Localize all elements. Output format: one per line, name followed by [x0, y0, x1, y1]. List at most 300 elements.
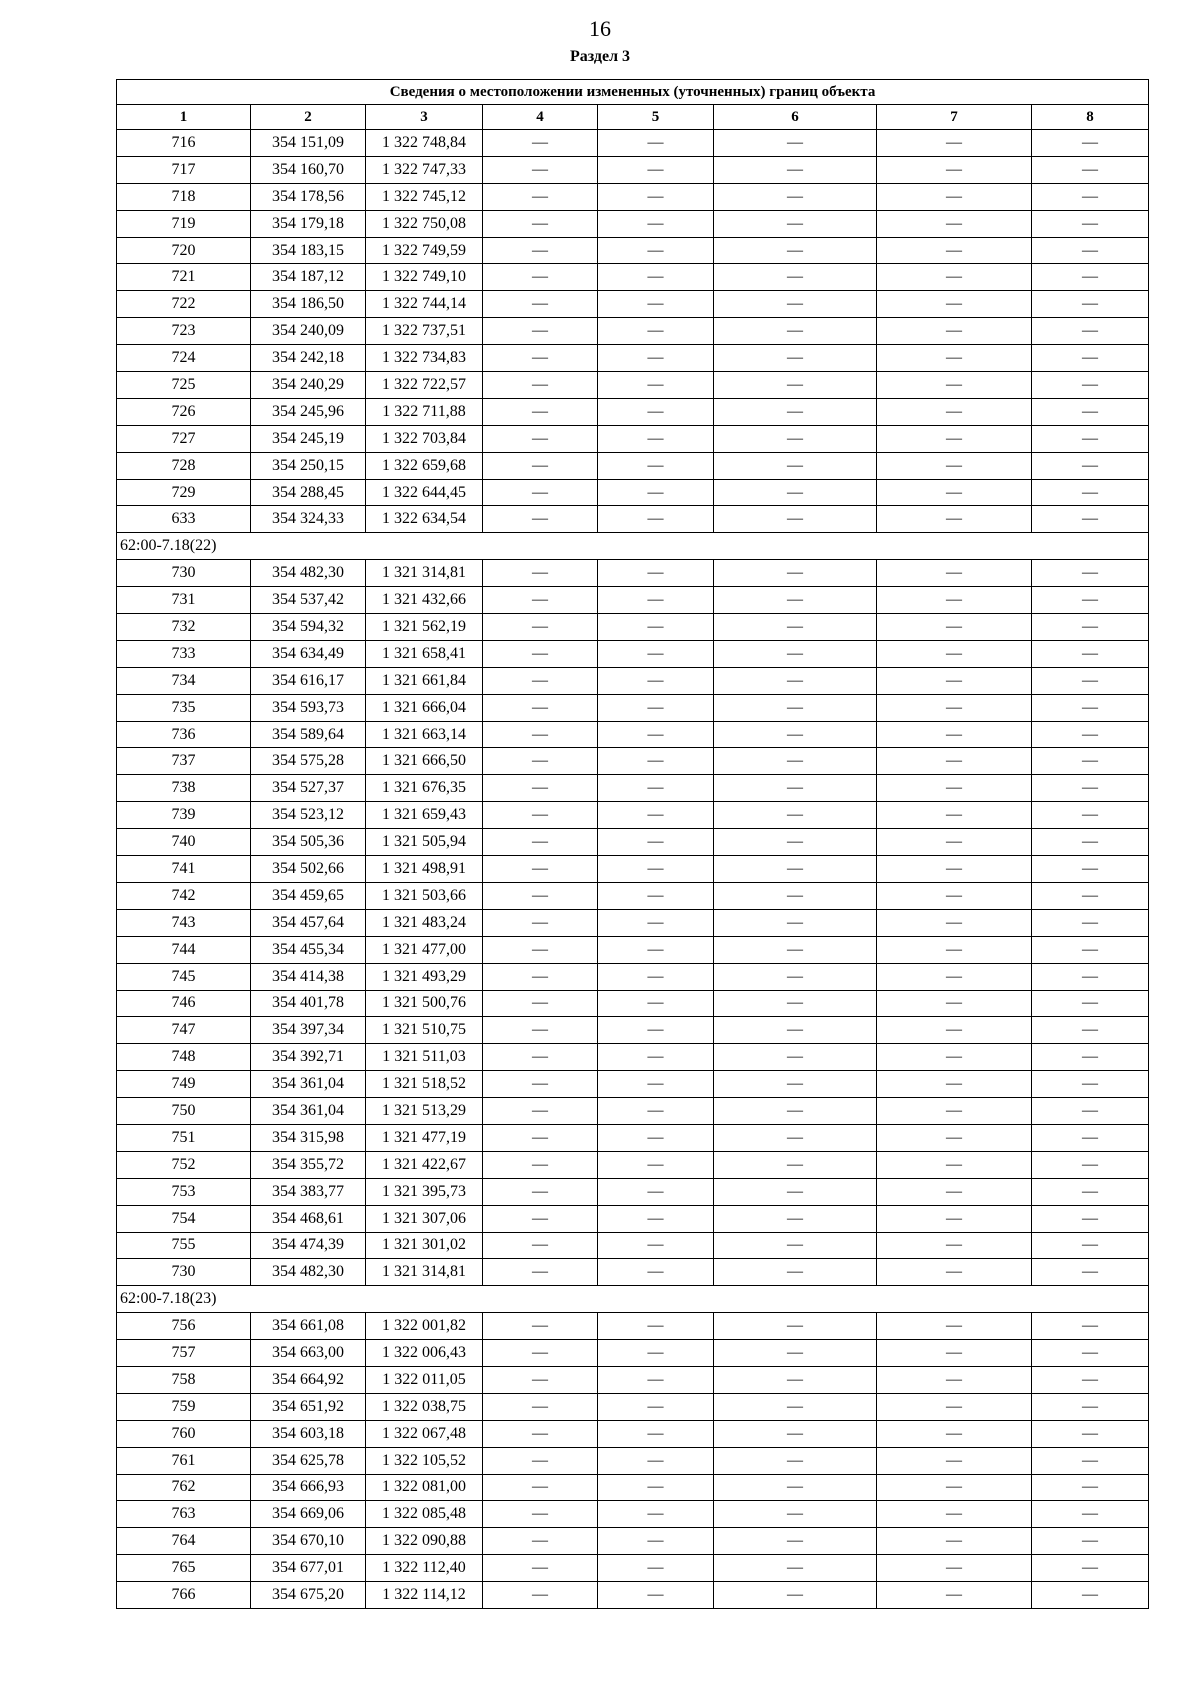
point-number-cell: 743	[117, 909, 251, 936]
point-number-cell: 721	[117, 264, 251, 291]
empty-value-cell: —	[483, 1528, 598, 1555]
point-number-cell: 719	[117, 210, 251, 237]
x-coordinate-cell: 354 677,01	[251, 1555, 366, 1582]
group-header-row	[117, 533, 1149, 560]
empty-value-cell: —	[714, 990, 877, 1017]
point-number-cell: 761	[117, 1447, 251, 1474]
empty-value-cell: —	[877, 479, 1032, 506]
empty-value-cell: —	[598, 1447, 714, 1474]
empty-value-cell: —	[1032, 506, 1149, 533]
empty-value-cell: —	[1032, 318, 1149, 345]
y-coordinate-cell: 1 321 314,81	[366, 1259, 483, 1286]
x-coordinate-cell: 354 651,92	[251, 1393, 366, 1420]
y-coordinate-cell: 1 321 666,04	[366, 694, 483, 721]
x-coordinate-cell: 354 240,29	[251, 372, 366, 399]
empty-value-cell: —	[714, 1447, 877, 1474]
empty-value-cell: —	[598, 506, 714, 533]
empty-value-cell: —	[483, 748, 598, 775]
empty-value-cell: —	[877, 452, 1032, 479]
empty-value-cell: —	[714, 1340, 877, 1367]
empty-value-cell: —	[714, 291, 877, 318]
empty-value-cell: —	[598, 1393, 714, 1420]
point-number-cell: 736	[117, 721, 251, 748]
table-row	[117, 1555, 1149, 1582]
point-number-cell: 758	[117, 1366, 251, 1393]
point-number-cell: 747	[117, 1017, 251, 1044]
empty-value-cell: —	[714, 318, 877, 345]
y-coordinate-cell: 1 321 493,29	[366, 963, 483, 990]
empty-value-cell: —	[1032, 398, 1149, 425]
empty-value-cell: —	[598, 882, 714, 909]
empty-value-cell: —	[1032, 1340, 1149, 1367]
empty-value-cell: —	[714, 1420, 877, 1447]
empty-value-cell: —	[877, 291, 1032, 318]
empty-value-cell: —	[483, 237, 598, 264]
empty-value-cell: —	[1032, 479, 1149, 506]
empty-value-cell: —	[483, 452, 598, 479]
empty-value-cell: —	[483, 587, 598, 614]
empty-value-cell: —	[1032, 372, 1149, 399]
empty-value-cell: —	[483, 1340, 598, 1367]
empty-value-cell: —	[714, 667, 877, 694]
empty-value-cell: —	[598, 1098, 714, 1125]
empty-value-cell: —	[1032, 721, 1149, 748]
x-coordinate-cell: 354 502,66	[251, 856, 366, 883]
empty-value-cell: —	[1032, 614, 1149, 641]
empty-value-cell: —	[877, 667, 1032, 694]
empty-value-cell: —	[1032, 1474, 1149, 1501]
x-coordinate-cell: 354 593,73	[251, 694, 366, 721]
empty-value-cell: —	[1032, 1528, 1149, 1555]
y-coordinate-cell: 1 322 703,84	[366, 425, 483, 452]
group-header-row	[117, 1286, 1149, 1313]
empty-value-cell: —	[598, 587, 714, 614]
empty-value-cell: —	[483, 1178, 598, 1205]
y-coordinate-cell: 1 321 477,19	[366, 1124, 483, 1151]
point-number-cell: 753	[117, 1178, 251, 1205]
empty-value-cell: —	[1032, 990, 1149, 1017]
empty-value-cell: —	[877, 587, 1032, 614]
empty-value-cell: —	[714, 479, 877, 506]
table-row	[117, 721, 1149, 748]
empty-value-cell: —	[598, 909, 714, 936]
empty-value-cell: —	[877, 936, 1032, 963]
x-coordinate-cell: 354 603,18	[251, 1420, 366, 1447]
empty-value-cell: —	[877, 1044, 1032, 1071]
point-number-cell: 764	[117, 1528, 251, 1555]
y-coordinate-cell: 1 322 006,43	[366, 1340, 483, 1367]
table-row	[117, 1259, 1149, 1286]
empty-value-cell: —	[877, 1232, 1032, 1259]
y-coordinate-cell: 1 322 744,14	[366, 291, 483, 318]
empty-value-cell: —	[598, 856, 714, 883]
x-coordinate-cell: 354 666,93	[251, 1474, 366, 1501]
empty-value-cell: —	[714, 130, 877, 157]
point-number-cell: 731	[117, 587, 251, 614]
empty-value-cell: —	[714, 963, 877, 990]
point-number-cell: 729	[117, 479, 251, 506]
empty-value-cell: —	[714, 1501, 877, 1528]
y-coordinate-cell: 1 321 483,24	[366, 909, 483, 936]
empty-value-cell: —	[1032, 237, 1149, 264]
x-coordinate-cell: 354 625,78	[251, 1447, 366, 1474]
empty-value-cell: —	[483, 264, 598, 291]
table-row	[117, 237, 1149, 264]
empty-value-cell: —	[483, 291, 598, 318]
empty-value-cell: —	[598, 425, 714, 452]
empty-value-cell: —	[877, 1474, 1032, 1501]
table-row	[117, 291, 1149, 318]
empty-value-cell: —	[714, 452, 877, 479]
empty-value-cell: —	[1032, 1232, 1149, 1259]
table-row	[117, 748, 1149, 775]
empty-value-cell: —	[714, 1151, 877, 1178]
y-coordinate-cell: 1 322 737,51	[366, 318, 483, 345]
empty-value-cell: —	[877, 1447, 1032, 1474]
empty-value-cell: —	[483, 1124, 598, 1151]
empty-value-cell: —	[598, 694, 714, 721]
x-coordinate-cell: 354 245,19	[251, 425, 366, 452]
empty-value-cell: —	[598, 1017, 714, 1044]
y-coordinate-cell: 1 322 067,48	[366, 1420, 483, 1447]
empty-value-cell: —	[1032, 1178, 1149, 1205]
empty-value-cell: —	[1032, 694, 1149, 721]
point-number-cell: 749	[117, 1071, 251, 1098]
empty-value-cell: —	[877, 1098, 1032, 1125]
y-coordinate-cell: 1 321 676,35	[366, 775, 483, 802]
empty-value-cell: —	[877, 1124, 1032, 1151]
y-coordinate-cell: 1 321 510,75	[366, 1017, 483, 1044]
y-coordinate-cell: 1 322 085,48	[366, 1501, 483, 1528]
point-number-cell: 763	[117, 1501, 251, 1528]
empty-value-cell: —	[877, 425, 1032, 452]
empty-value-cell: —	[598, 237, 714, 264]
empty-value-cell: —	[714, 694, 877, 721]
table-row	[117, 990, 1149, 1017]
y-coordinate-cell: 1 321 301,02	[366, 1232, 483, 1259]
y-coordinate-cell: 1 321 658,41	[366, 640, 483, 667]
empty-value-cell: —	[1032, 1555, 1149, 1582]
table-row	[117, 372, 1149, 399]
table-row	[117, 694, 1149, 721]
empty-value-cell: —	[714, 1582, 877, 1609]
empty-value-cell: —	[483, 210, 598, 237]
x-coordinate-cell: 354 355,72	[251, 1151, 366, 1178]
empty-value-cell: —	[598, 1420, 714, 1447]
empty-value-cell: —	[483, 156, 598, 183]
x-coordinate-cell: 354 527,37	[251, 775, 366, 802]
empty-value-cell: —	[714, 1474, 877, 1501]
point-number-cell: 739	[117, 802, 251, 829]
empty-value-cell: —	[483, 1501, 598, 1528]
empty-value-cell: —	[598, 1366, 714, 1393]
empty-value-cell: —	[877, 210, 1032, 237]
empty-value-cell: —	[714, 936, 877, 963]
empty-value-cell: —	[598, 479, 714, 506]
empty-value-cell: —	[483, 318, 598, 345]
point-number-cell: 716	[117, 130, 251, 157]
x-coordinate-cell: 354 589,64	[251, 721, 366, 748]
empty-value-cell: —	[483, 721, 598, 748]
empty-value-cell: —	[877, 1555, 1032, 1582]
empty-value-cell: —	[1032, 909, 1149, 936]
empty-value-cell: —	[598, 1340, 714, 1367]
x-coordinate-cell: 354 482,30	[251, 560, 366, 587]
table-row	[117, 640, 1149, 667]
empty-value-cell: —	[598, 721, 714, 748]
empty-value-cell: —	[714, 560, 877, 587]
y-coordinate-cell: 1 321 518,52	[366, 1071, 483, 1098]
empty-value-cell: —	[1032, 1044, 1149, 1071]
empty-value-cell: —	[877, 1017, 1032, 1044]
x-coordinate-cell: 354 634,49	[251, 640, 366, 667]
y-coordinate-cell: 1 321 663,14	[366, 721, 483, 748]
empty-value-cell: —	[483, 909, 598, 936]
point-number-cell: 757	[117, 1340, 251, 1367]
table-row	[117, 156, 1149, 183]
empty-value-cell: —	[877, 775, 1032, 802]
table-row	[117, 130, 1149, 157]
point-number-cell: 720	[117, 237, 251, 264]
table-row	[117, 1582, 1149, 1609]
empty-value-cell: —	[714, 1098, 877, 1125]
empty-value-cell: —	[598, 640, 714, 667]
point-number-cell: 728	[117, 452, 251, 479]
empty-value-cell: —	[1032, 1366, 1149, 1393]
table-row	[117, 210, 1149, 237]
empty-value-cell: —	[877, 345, 1032, 372]
empty-value-cell: —	[877, 372, 1032, 399]
empty-value-cell: —	[483, 775, 598, 802]
empty-value-cell: —	[1032, 775, 1149, 802]
empty-value-cell: —	[714, 1071, 877, 1098]
column-number: 2	[251, 105, 366, 130]
table-row	[117, 909, 1149, 936]
empty-value-cell: —	[1032, 345, 1149, 372]
table-row	[117, 1340, 1149, 1367]
point-number-cell: 738	[117, 775, 251, 802]
x-coordinate-cell: 354 392,71	[251, 1044, 366, 1071]
empty-value-cell: —	[483, 1151, 598, 1178]
empty-value-cell: —	[877, 990, 1032, 1017]
x-coordinate-cell: 354 664,92	[251, 1366, 366, 1393]
y-coordinate-cell: 1 322 748,84	[366, 130, 483, 157]
y-coordinate-cell: 1 321 395,73	[366, 1178, 483, 1205]
empty-value-cell: —	[598, 775, 714, 802]
empty-value-cell: —	[598, 1582, 714, 1609]
empty-value-cell: —	[598, 1124, 714, 1151]
empty-value-cell: —	[598, 156, 714, 183]
empty-value-cell: —	[877, 748, 1032, 775]
empty-value-cell: —	[877, 156, 1032, 183]
empty-value-cell: —	[598, 130, 714, 157]
empty-value-cell: —	[598, 990, 714, 1017]
empty-value-cell: —	[483, 345, 598, 372]
empty-value-cell: —	[483, 1555, 598, 1582]
x-coordinate-cell: 354 575,28	[251, 748, 366, 775]
point-number-cell: 742	[117, 882, 251, 909]
table-caption-row	[117, 80, 1149, 105]
empty-value-cell: —	[714, 1205, 877, 1232]
empty-value-cell: —	[714, 1313, 877, 1340]
x-coordinate-cell: 354 505,36	[251, 829, 366, 856]
empty-value-cell: —	[714, 1232, 877, 1259]
empty-value-cell: —	[483, 856, 598, 883]
point-number-cell: 759	[117, 1393, 251, 1420]
empty-value-cell: —	[598, 1071, 714, 1098]
empty-value-cell: —	[877, 183, 1032, 210]
x-coordinate-cell: 354 594,32	[251, 614, 366, 641]
y-coordinate-cell: 1 321 422,67	[366, 1151, 483, 1178]
point-number-cell: 760	[117, 1420, 251, 1447]
y-coordinate-cell: 1 321 562,19	[366, 614, 483, 641]
table-row	[117, 802, 1149, 829]
empty-value-cell: —	[483, 1205, 598, 1232]
x-coordinate-cell: 354 401,78	[251, 990, 366, 1017]
table-body	[117, 130, 1149, 1609]
point-number-cell: 732	[117, 614, 251, 641]
empty-value-cell: —	[877, 640, 1032, 667]
y-coordinate-cell: 1 321 500,76	[366, 990, 483, 1017]
point-number-cell: 735	[117, 694, 251, 721]
empty-value-cell: —	[483, 1098, 598, 1125]
x-coordinate-cell: 354 151,09	[251, 130, 366, 157]
empty-value-cell: —	[483, 1044, 598, 1071]
empty-value-cell: —	[714, 156, 877, 183]
x-coordinate-cell: 354 361,04	[251, 1098, 366, 1125]
empty-value-cell: —	[714, 775, 877, 802]
y-coordinate-cell: 1 322 711,88	[366, 398, 483, 425]
empty-value-cell: —	[1032, 425, 1149, 452]
x-coordinate-cell: 354 457,64	[251, 909, 366, 936]
empty-value-cell: —	[1032, 1098, 1149, 1125]
x-coordinate-cell: 354 474,39	[251, 1232, 366, 1259]
x-coordinate-cell: 354 186,50	[251, 291, 366, 318]
x-coordinate-cell: 354 482,30	[251, 1259, 366, 1286]
empty-value-cell: —	[877, 856, 1032, 883]
table-row	[117, 1017, 1149, 1044]
table-row	[117, 775, 1149, 802]
empty-value-cell: —	[598, 614, 714, 641]
table-row	[117, 856, 1149, 883]
empty-value-cell: —	[714, 882, 877, 909]
y-coordinate-cell: 1 322 750,08	[366, 210, 483, 237]
point-number-cell: 756	[117, 1313, 251, 1340]
empty-value-cell: —	[483, 990, 598, 1017]
empty-value-cell: —	[483, 829, 598, 856]
empty-value-cell: —	[1032, 748, 1149, 775]
empty-value-cell: —	[483, 1420, 598, 1447]
empty-value-cell: —	[877, 1071, 1032, 1098]
table-row	[117, 345, 1149, 372]
table-row	[117, 1151, 1149, 1178]
empty-value-cell: —	[877, 694, 1032, 721]
x-coordinate-cell: 354 397,34	[251, 1017, 366, 1044]
empty-value-cell: —	[483, 506, 598, 533]
empty-value-cell: —	[714, 614, 877, 641]
empty-value-cell: —	[714, 829, 877, 856]
empty-value-cell: —	[1032, 640, 1149, 667]
empty-value-cell: —	[877, 1178, 1032, 1205]
table-caption: Сведения о местоположении измененных (уточненных) границ объекта	[117, 80, 1149, 105]
y-coordinate-cell: 1 321 503,66	[366, 882, 483, 909]
empty-value-cell: —	[483, 130, 598, 157]
x-coordinate-cell: 354 179,18	[251, 210, 366, 237]
empty-value-cell: —	[1032, 1205, 1149, 1232]
empty-value-cell: —	[1032, 1393, 1149, 1420]
empty-value-cell: —	[483, 479, 598, 506]
empty-value-cell: —	[714, 909, 877, 936]
empty-value-cell: —	[1032, 291, 1149, 318]
point-number-cell: 748	[117, 1044, 251, 1071]
group-label: 62:00-7.18(22)	[117, 533, 1149, 560]
empty-value-cell: —	[598, 1151, 714, 1178]
empty-value-cell: —	[483, 425, 598, 452]
point-number-cell: 762	[117, 1474, 251, 1501]
point-number-cell: 754	[117, 1205, 251, 1232]
empty-value-cell: —	[598, 1313, 714, 1340]
point-number-cell: 751	[117, 1124, 251, 1151]
y-coordinate-cell: 1 321 314,81	[366, 560, 483, 587]
empty-value-cell: —	[598, 1259, 714, 1286]
x-coordinate-cell: 354 468,61	[251, 1205, 366, 1232]
empty-value-cell: —	[714, 398, 877, 425]
column-number: 6	[714, 105, 877, 130]
y-coordinate-cell: 1 322 747,33	[366, 156, 483, 183]
empty-value-cell: —	[483, 1447, 598, 1474]
y-coordinate-cell: 1 322 734,83	[366, 345, 483, 372]
point-number-cell: 745	[117, 963, 251, 990]
empty-value-cell: —	[714, 856, 877, 883]
empty-value-cell: —	[483, 183, 598, 210]
empty-value-cell: —	[483, 398, 598, 425]
empty-value-cell: —	[877, 802, 1032, 829]
point-number-cell: 750	[117, 1098, 251, 1125]
table-row	[117, 1071, 1149, 1098]
empty-value-cell: —	[877, 398, 1032, 425]
x-coordinate-cell: 354 187,12	[251, 264, 366, 291]
y-coordinate-cell: 1 321 498,91	[366, 856, 483, 883]
empty-value-cell: —	[598, 963, 714, 990]
empty-value-cell: —	[714, 1017, 877, 1044]
column-number: 1	[117, 105, 251, 130]
empty-value-cell: —	[1032, 1501, 1149, 1528]
empty-value-cell: —	[714, 721, 877, 748]
empty-value-cell: —	[598, 183, 714, 210]
empty-value-cell: —	[1032, 882, 1149, 909]
point-number-cell: 741	[117, 856, 251, 883]
x-coordinate-cell: 354 178,56	[251, 183, 366, 210]
empty-value-cell: —	[877, 560, 1032, 587]
empty-value-cell: —	[483, 1582, 598, 1609]
y-coordinate-cell: 1 322 011,05	[366, 1366, 483, 1393]
empty-value-cell: —	[483, 1071, 598, 1098]
empty-value-cell: —	[483, 1393, 598, 1420]
x-coordinate-cell: 354 669,06	[251, 1501, 366, 1528]
y-coordinate-cell: 1 322 749,59	[366, 237, 483, 264]
x-coordinate-cell: 354 523,12	[251, 802, 366, 829]
empty-value-cell: —	[714, 587, 877, 614]
x-coordinate-cell: 354 250,15	[251, 452, 366, 479]
y-coordinate-cell: 1 321 661,84	[366, 667, 483, 694]
empty-value-cell: —	[714, 802, 877, 829]
empty-value-cell: —	[714, 1044, 877, 1071]
empty-value-cell: —	[877, 1420, 1032, 1447]
y-coordinate-cell: 1 321 432,66	[366, 587, 483, 614]
empty-value-cell: —	[877, 909, 1032, 936]
table-row	[117, 398, 1149, 425]
y-coordinate-cell: 1 322 090,88	[366, 1528, 483, 1555]
